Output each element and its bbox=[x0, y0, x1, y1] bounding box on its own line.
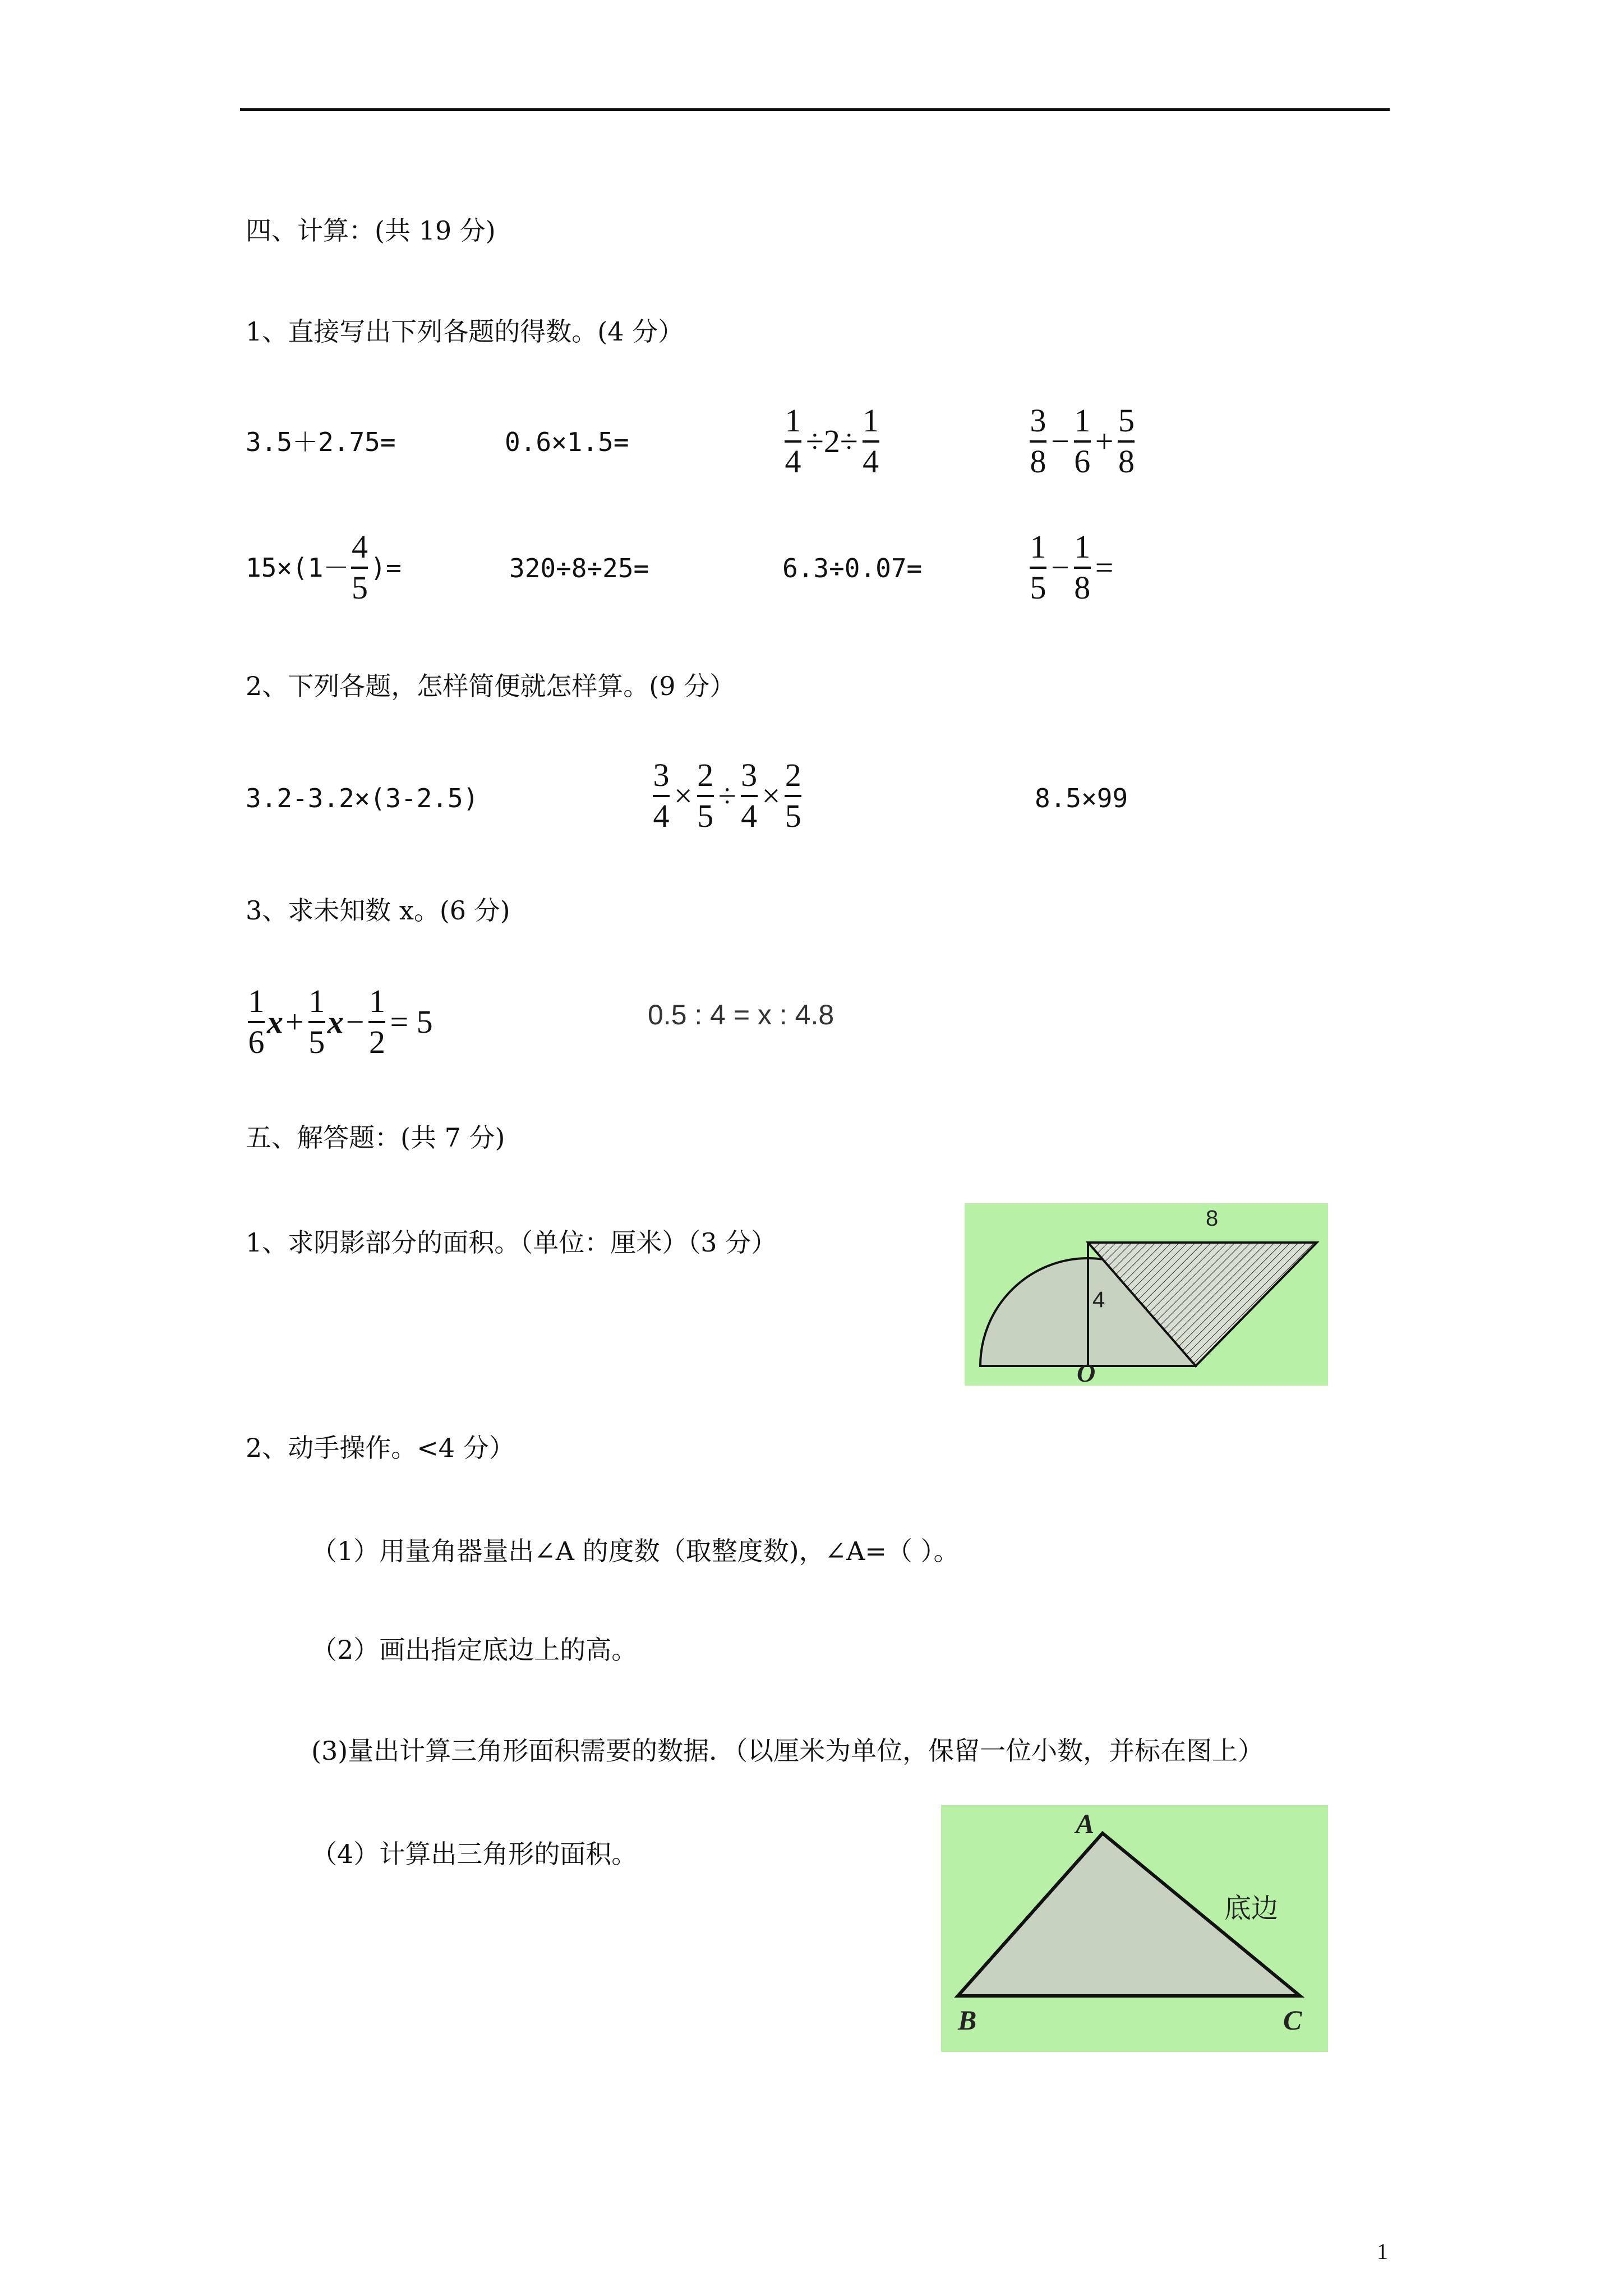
fraction: $\frac{1}{5}$ bbox=[308, 983, 325, 1060]
variable-x: x bbox=[267, 1004, 283, 1041]
q1-r1c2: 0.6×1.5= bbox=[505, 427, 629, 457]
fraction: $\frac{2}{5}$ bbox=[697, 757, 714, 834]
operator: + bbox=[1095, 423, 1114, 460]
operator: + bbox=[285, 1004, 304, 1041]
fraction: $\frac{3}{4}$ bbox=[741, 757, 758, 834]
operator: = bbox=[1095, 549, 1114, 586]
s5-q2-step3: (3)量出计算三角形面积需要的数据．（以厘米为单位，保留一位小数，并标在图上） bbox=[311, 1736, 1264, 1766]
q2-e2-expression bbox=[651, 758, 804, 834]
q2-e3: 8.5×99 bbox=[1035, 783, 1128, 813]
s5-q2-title: 2、动手操作。<4 分） bbox=[246, 1433, 515, 1463]
equation-rhs: = 5 bbox=[390, 1004, 433, 1041]
header-rule bbox=[240, 108, 1390, 111]
label-o: O bbox=[1077, 1359, 1096, 1386]
semicircle-figure-svg bbox=[965, 1203, 1328, 1386]
label-4: 4 bbox=[1092, 1287, 1105, 1312]
base-label: 底边 bbox=[1224, 1893, 1279, 1924]
fraction: $\frac{3}{4}$ bbox=[653, 757, 670, 834]
operator: ÷2÷ bbox=[806, 423, 858, 460]
s5-q2-step1: （1）用量角器量出∠A 的度数（取整度数)，∠A=（ ）。 bbox=[311, 1536, 960, 1566]
vertex-b-label: B bbox=[958, 2004, 977, 2036]
operator: − bbox=[345, 1004, 365, 1041]
q3-title: 3、求未知数 x。(6 分) bbox=[246, 895, 510, 926]
section4-title: 四、计算：(共 19 分) bbox=[246, 215, 496, 246]
variable-x: x bbox=[327, 1004, 344, 1041]
label-8: 8 bbox=[1206, 1206, 1219, 1231]
fraction: $\frac{1}{4}$ bbox=[863, 402, 879, 480]
semicircle-figure bbox=[965, 1203, 1328, 1386]
q3-eq1-expression bbox=[246, 984, 435, 1060]
q2-title: 2、下列各题，怎样简便就怎样算。(9 分） bbox=[246, 671, 736, 701]
operator: − bbox=[1051, 549, 1069, 586]
vertex-c-label: C bbox=[1283, 2004, 1302, 2036]
fraction: $\frac{1}{6}$ bbox=[1074, 402, 1091, 480]
q2-e1: 3.2-3.2×(3-2.5) bbox=[246, 783, 479, 813]
fraction: $\frac{1}{6}$ bbox=[248, 983, 265, 1060]
fraction: $\frac{3}{8}$ bbox=[1030, 402, 1046, 480]
q1-r2c3: 6.3÷0.07= bbox=[782, 553, 923, 583]
q1-r2c2: 320÷8÷25= bbox=[509, 553, 649, 583]
operator: × bbox=[762, 777, 781, 815]
section5-title: 五、解答题：(共 7 分) bbox=[246, 1122, 505, 1153]
fraction: $\frac{1}{8}$ bbox=[1074, 528, 1091, 606]
page-number: 1 bbox=[1377, 2239, 1388, 2264]
q1-r1c1: 3.5＋2.75= bbox=[246, 427, 396, 457]
fraction: $\frac{4}{5}$ bbox=[351, 528, 368, 606]
fraction: $\frac{1}{2}$ bbox=[368, 983, 385, 1060]
triangle-figure-svg bbox=[941, 1805, 1328, 2052]
q1-r1c4-expression bbox=[1027, 404, 1137, 479]
s5-q1-title: 1、求阴影部分的面积。（单位：厘米）（3 分） bbox=[246, 1227, 777, 1258]
operator: ÷ bbox=[718, 777, 736, 815]
fraction: $\frac{1}{4}$ bbox=[785, 402, 801, 480]
fraction: $\frac{2}{5}$ bbox=[785, 757, 801, 834]
s5-q2-step2: （2）画出指定底边上的高。 bbox=[311, 1635, 638, 1665]
vertex-a-label: A bbox=[1076, 1808, 1095, 1839]
triangle-figure bbox=[941, 1805, 1328, 2052]
q1-r2c4-expression bbox=[1027, 530, 1115, 605]
q3-eq2: 0.5 : 4 = x : 4.8 bbox=[648, 999, 834, 1030]
q1-r1c3-expression bbox=[782, 404, 882, 479]
operator: − bbox=[1051, 423, 1069, 460]
q1-r2c1-expression: 15×(1－ $\frac{4}{5}$ )= bbox=[246, 528, 402, 606]
fraction: $\frac{5}{8}$ bbox=[1118, 402, 1135, 480]
operator: × bbox=[674, 777, 693, 815]
q1-title: 1、直接写出下列各题的得数。(4 分） bbox=[246, 316, 684, 347]
fraction: $\frac{1}{5}$ bbox=[1030, 528, 1046, 606]
s5-q2-step4: （4）计算出三角形的面积。 bbox=[311, 1839, 638, 1869]
